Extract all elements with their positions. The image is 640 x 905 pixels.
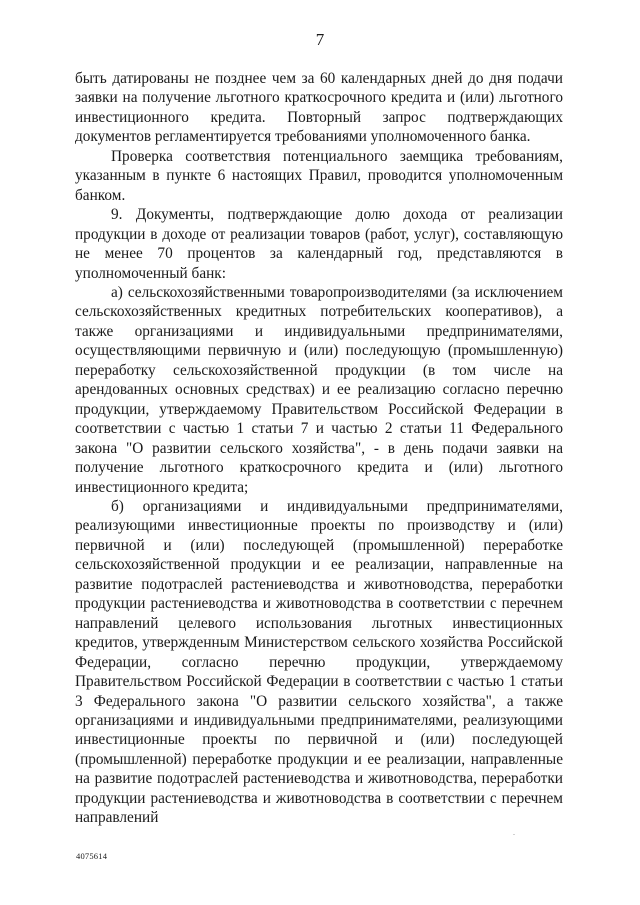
page-number: 7 bbox=[315, 30, 325, 49]
paragraph-item-9: 9. Документы, подтверждающие долю дохода от реализации продукции в доходе от реализации товаров (работ, услуг), составляющую не менее 70 процентов за календарный год, представляются в уполномоченный банк: bbox=[75, 206, 563, 282]
paragraph-subitem-a: а) сельскохозяйственными товаропроизводителями (за исключением сельскохозяйственных кредитных потребительских кооперативов), а также организациями и индивидуальными предпринимателями, осуществляющими первичную и (или) последующую (промышленную) переработку сельскохозяйственной продукции (в том числе на арендованных основных средствах) и ее реализацию согласно перечню продукции, утверждаемому Правительством Российской Федерации в соответствии с частью 1 статьи 7 и частью 2 статьи 11 Федерального закона "О развитии сельского хозяйства", - в день подачи заявки на получение льготного краткосрочного кредита и (или) льготного инвестиционного кредита; bbox=[75, 283, 563, 496]
document-body bbox=[75, 69, 563, 828]
document-code: 4075614 bbox=[76, 851, 108, 861]
paragraph-subitem-b: б) организациями и индивидуальными предпринимателями, реализующими инвестиционные проекты по производству и (или) первичной и (или) последующей (промышленной) переработке сельскохозяйственной продукции и ее реализации, направленные на развитие подотраслей растениеводства и животноводства, переработки продукции растениеводства и животноводства в соответствии с перечнем направлений целевого использования льготных инвестиционных кредитов, утвержденным Министерством сельского хозяйства Российской Федерации, согласно перечню продукции, утверждаемому Правительством Российской Федерации в соответствии с частью 1 статьи 3 Федерального закона "О развитии сельского хозяйства", а также организациями и индивидуальными предпринимателями, реализующими инвестиционные проекты по первичной и (или) последующей (промышленной) переработке продукции и ее реализации, направленные на развитие подотраслей растениеводства и животноводства, переработки продукции растениеводства и животноводства в соответствии с перечнем направлений bbox=[75, 497, 563, 827]
paragraph-verification: Проверка соответствия потенциального заемщика требованиям, указанным в пункте 6 настоящих Правил, проводится уполномоченным банком. bbox=[75, 147, 563, 204]
corner-mark: . bbox=[513, 828, 515, 837]
paragraph-continuation: быть датированы не позднее чем за 60 календарных дней до дня подачи заявки на получение льготного краткосрочного кредита и (или) льготного инвестиционного кредита. Повторный запрос подтверждающих документов регламентируется требованиями уполномоченного банка. bbox=[75, 70, 563, 146]
